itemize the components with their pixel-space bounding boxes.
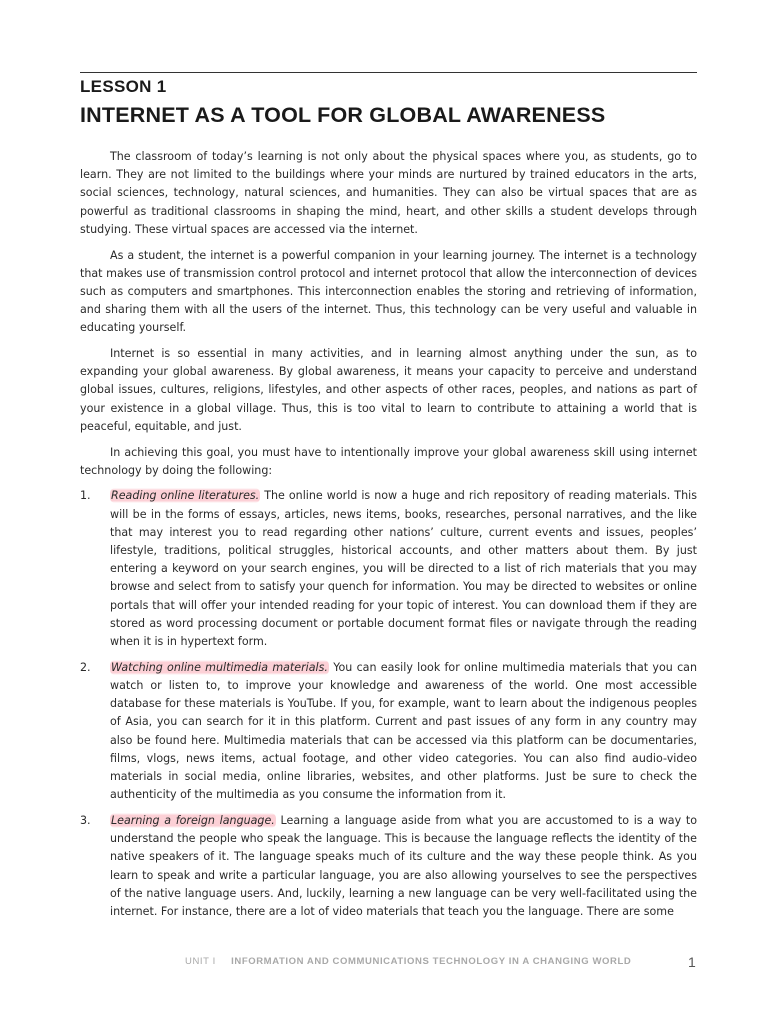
highlighted-phrase: Watching online multimedia materials. [111,660,328,674]
list-item-text [110,487,697,651]
paragraph: Internet is so essential in many activities, and in learning almost anything under the sun, as to expanding your global awareness. By global awareness, it means your capacity to perceive and understand global issues, cultures, religions, lifestyles, and other aspects of other races, peoples, and nations as part of your existence in a global village. Thus, this is too vital to learn to contribute to attaining a world that is peaceful, equitable, and just. [80,347,697,433]
header-rule [80,72,697,73]
paragraph: In achieving this goal, you must have to intentionally improve your global awareness skill using internet technology by doing the following: [80,445,697,477]
list-item-number: 2. [80,660,91,674]
paragraph: As a student, the internet is a powerful companion in your learning journey. The internet is a technology that makes use of transmission control protocol and internet protocol that allow the interconnection of devices such as computers and smartphones. This interconnection enables the storing and retrieving of information, and sharing them with all the users of the internet. Thus, this technology can be very useful and valuable in educating yourself. [80,248,697,335]
list-item [80,659,697,805]
list-item [80,812,697,921]
highlighted-phrase: Reading online literatures. [111,489,260,503]
list-item [80,487,697,651]
list-item-body: The online world is now a huge and rich repository of reading materials. This will be in the forms of essays, articles, news items, books, researches, personal narratives, and the like that may interest you to read regarding other nations’ culture, current events and issues, peoples’ lifestyle, traditions, political struggles, historical accounts, and other matters about them. By just entering a keyword on your search engines, you will be directed to a list of rich materials that you may browse and select from to satisfy your quench for information. You may be directed to websites or online portals that will offer your intended reading for your topic of interest. You can download them if they are stored as word processing document or portable document format files or navigate through the reading when it is in hypertext form. [110,489,697,649]
highlighted-phrase: Learning a foreign language. [111,813,275,827]
list-item-text [110,812,697,921]
footer-unit: UNIT I [185,956,216,967]
lesson-label: LESSON 1 [80,77,167,96]
list-item-text [110,659,697,805]
list-item-number: 1. [80,489,91,503]
page-footer [185,956,631,967]
page-title: INTERNET AS A TOOL FOR GLOBAL AWARENESS [80,103,606,127]
body-text [80,148,697,929]
list-item-body: You can easily look for online multimedia materials that you can watch or listen to, to improve your knowledge and awareness of the world. One most accessible database for these materials is YouTube. If you, for example, want to learn about the indigenous peoples of Asia, you can search for it in this platform. Current and past issues of any form in any country may also be found here. Multimedia materials that can be accessed via this platform can be documentaries, films, vlogs, news items, actual footage, and other video categories. You can also find audio-video materials in social media, online libraries, websites, and other platforms. Just be sure to check the authenticity of the multimedia as you consume the information from it. [110,660,697,802]
footer-subject: INFORMATION AND COMMUNICATIONS TECHNOLOGY IN A CHANGING WORLD [231,956,632,967]
paragraph: The classroom of today’s learning is not only about the physical spaces where you, as students, go to learn. They are not limited to the buildings where your minds are nurtured by trained educators in the arts, social sciences, technology, natural sciences, and humanities. They can also be virtual spaces that are as powerful as traditional classrooms in shaping the mind, heart, and other skills a student develops through studying. These virtual spaces are accessed via the internet. [80,150,697,236]
numbered-list [80,487,697,921]
list-item-body: Learning a language aside from what you are accustomed to is a way to understand the people who speak the language. This is because the language reflects the identity of the native speakers of it. The language speaks much of its culture and the way these people think. As you learn to speak and write a particular language, you are also allowing yourselves to see the perspectives of the native language users. And, luckily, learning a new language can be very well-facilitated using the internet. For instance, there are a lot of video materials that teach you the language. There are some [110,813,697,918]
list-item-number: 3. [80,813,91,827]
page-number: 1 [688,954,696,970]
